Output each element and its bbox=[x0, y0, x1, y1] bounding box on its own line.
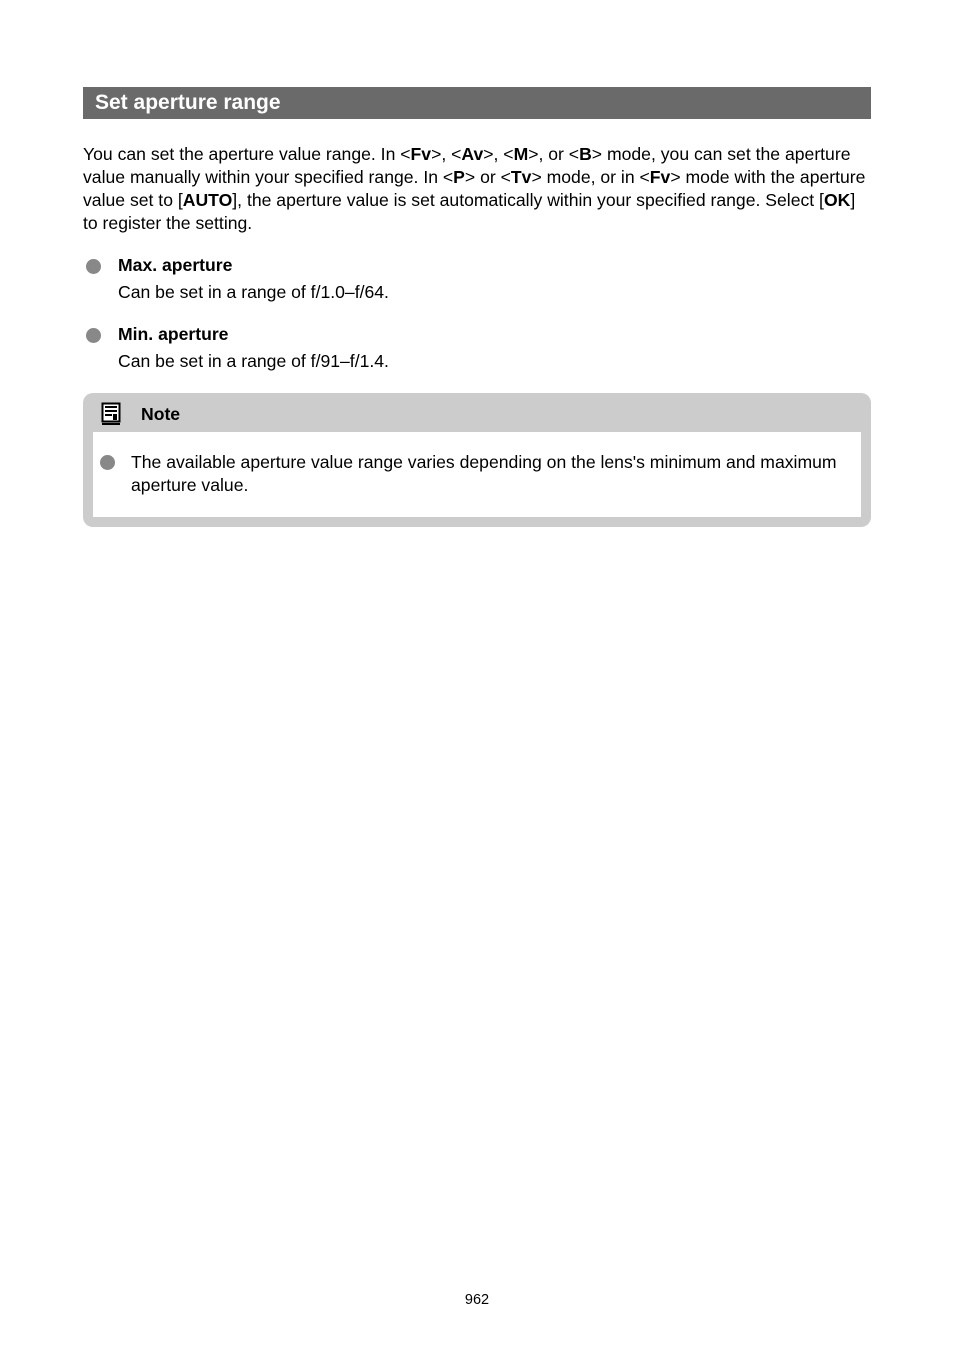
note-title: Note bbox=[141, 404, 181, 424]
item-description: Can be set in a range of f/1.0–f/64. bbox=[118, 282, 389, 302]
note-icon bbox=[101, 402, 121, 426]
section-header bbox=[83, 87, 871, 119]
intro-text: ] to register the setting. bbox=[83, 190, 856, 233]
item-title: Max. aperture bbox=[118, 255, 233, 275]
intro-text: ], the aperture value is set automatically within your specified range. Select [ bbox=[232, 190, 824, 210]
mode-b: B bbox=[579, 144, 592, 164]
item-title: Min. aperture bbox=[118, 324, 229, 344]
section-title: Set aperture range bbox=[95, 91, 281, 114]
mode-fv: Fv bbox=[649, 167, 671, 187]
button-ok-label: OK bbox=[823, 190, 851, 210]
mode-m: M bbox=[513, 144, 529, 164]
intro-text: >, < bbox=[431, 144, 462, 164]
intro-text: >, < bbox=[483, 144, 514, 164]
mode-tv: Tv bbox=[510, 167, 532, 187]
note-body bbox=[93, 432, 861, 517]
intro-text: > mode, or in < bbox=[531, 167, 650, 187]
note-text: The available aperture value range varies depending on the lens's minimum and maximum aperture value. bbox=[131, 452, 837, 495]
intro-text: > mode with the aperture value set to [ bbox=[83, 167, 866, 210]
page-number: 962 bbox=[464, 1292, 490, 1308]
bullet-icon bbox=[86, 259, 101, 274]
intro-text: >, or < bbox=[528, 144, 580, 164]
bullet-icon bbox=[100, 455, 115, 470]
note-box bbox=[83, 393, 871, 527]
item-description: Can be set in a range of f/91–f/1.4. bbox=[118, 351, 389, 371]
mode-fv: Fv bbox=[410, 144, 432, 164]
mode-p: P bbox=[453, 167, 465, 187]
intro-text: > mode, you can set the aperture value manually within your specified range. In < bbox=[83, 144, 851, 187]
intro-text: You can set the aperture value range. In < bbox=[83, 144, 411, 164]
intro-paragraph bbox=[83, 143, 873, 235]
setting-auto: AUTO bbox=[182, 190, 233, 210]
mode-av: Av bbox=[461, 144, 484, 164]
intro-text: > or < bbox=[464, 167, 511, 187]
bullet-icon bbox=[86, 328, 101, 343]
